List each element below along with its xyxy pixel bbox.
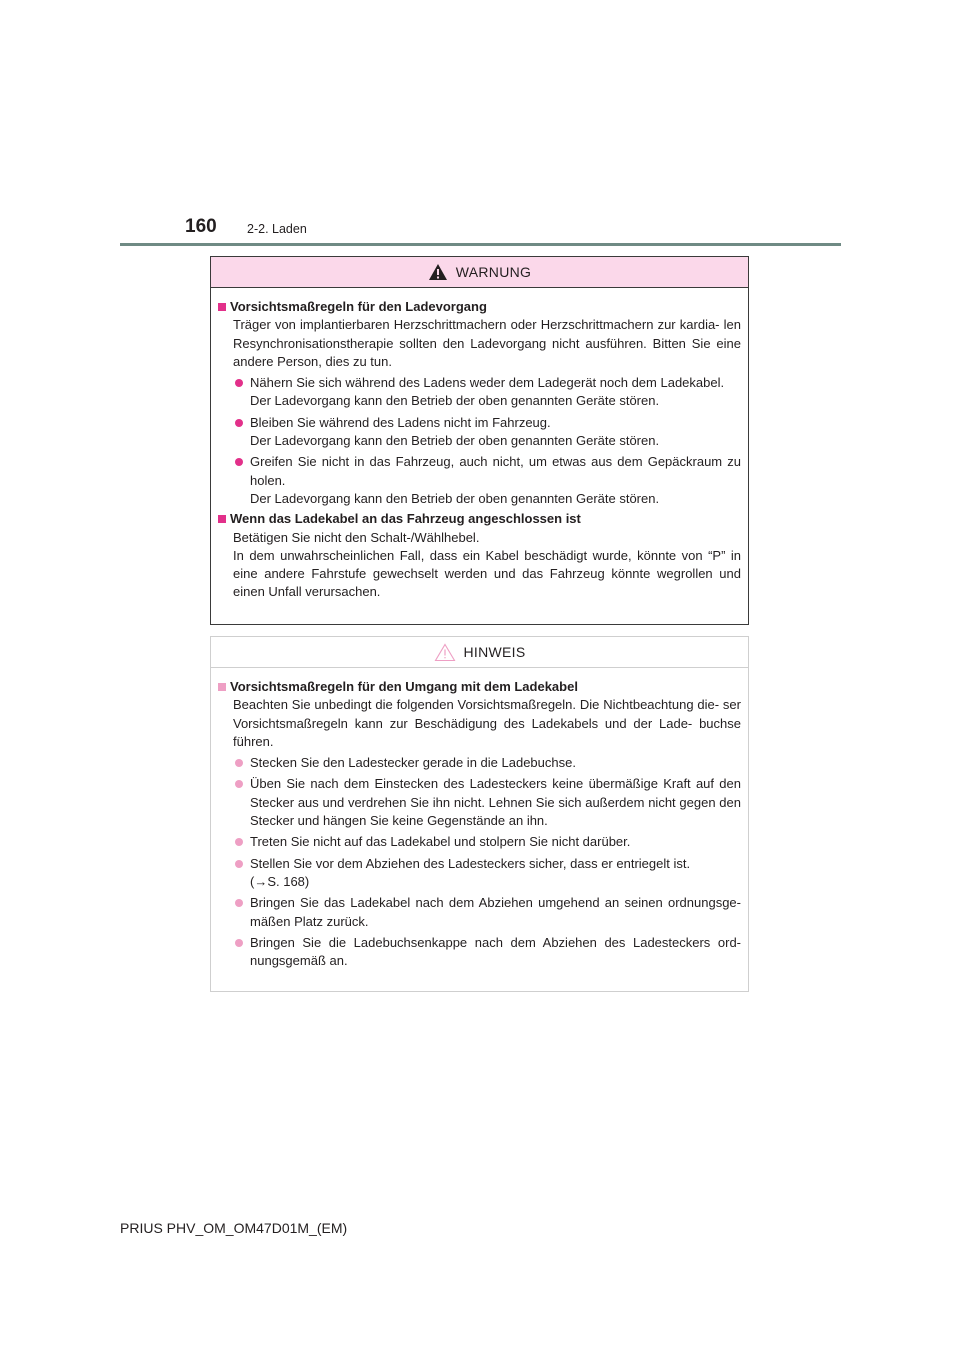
warning-paragraph-1: Träger von implantierbaren Herzschrittmachern oder Herzschrittmachern zur kardia- len Resynchronisationstherapie sollten den Ladevorgang nicht ausführen. Bitten Sie eine andere Person, dies zu tun. (233, 317, 741, 369)
notice-body (211, 668, 748, 982)
notice-header (211, 637, 748, 668)
warning-title: WARNUNG (455, 264, 532, 280)
list-item: Nähern Sie sich während des Ladens weder dem Ladegerät noch dem Ladekabel. Der Ladevorgang kann den Betrieb der oben genannten Geräte stören. (218, 374, 741, 411)
warning-box (210, 256, 749, 625)
round-bullet-icon (235, 759, 243, 767)
list-item: Stecken Sie den Ladestecker gerade in die Ladebuchse. (218, 754, 741, 772)
notice-paragraph: Beachten Sie unbedingt die folgenden Vorsichtsmaßregeln. Die Nichtbeachtung die- ser Vorsichtsmaßregeln kann zur Beschädigung des Ladekabels und der Lade- buchse führen. (233, 697, 741, 749)
notice-title: HINWEIS (463, 644, 526, 660)
square-bullet-icon (218, 515, 226, 523)
round-bullet-icon (235, 860, 243, 868)
square-bullet-icon (218, 683, 226, 691)
header-rule (120, 243, 841, 246)
page-number: 160 (185, 216, 217, 237)
warning-body (211, 288, 748, 612)
round-bullet-icon (235, 379, 243, 387)
round-bullet-icon (235, 838, 243, 846)
list-item: Bleiben Sie während des Ladens nicht im Fahrzeug. Der Ladevorgang kann den Betrieb der oben genannten Geräte stören. (218, 414, 741, 451)
notice-box (210, 636, 749, 992)
list-item: Stellen Sie vor dem Abziehen des Ladesteckers sicher, dass er entriegelt ist. (→S. 168) (218, 855, 741, 892)
round-bullet-icon (235, 458, 243, 466)
list-item: Greifen Sie nicht in das Fahrzeug, auch nicht, um etwas aus dem Gepäckraum zu holen. Der Ladevorgang kann den Betrieb der oben genannten Geräte stören. (218, 453, 741, 508)
list-item: Bringen Sie das Ladekabel nach dem Abziehen umgehend an seinen ordnungsge- mäßen Platz zurück. (218, 894, 741, 931)
round-bullet-icon (235, 899, 243, 907)
warning-heading-2: Wenn das Ladekabel an das Fahrzeug angeschlossen ist (218, 510, 741, 528)
list-item: Üben Sie nach dem Einstecken des Ladesteckers keine übermäßige Kraft auf den Stecker aus und verdrehen Sie ihn nicht. Lehnen Sie sich außerdem nicht gegen den Stecker und hängen Sie keine Gegenstände an ihn. (218, 775, 741, 830)
page-reference: (→S. 168) (250, 873, 310, 889)
list-item: Bringen Sie die Ladebuchsenkappe nach dem Abziehen des Ladesteckers ord- nungsgemäß an. (218, 934, 741, 971)
warning-header (211, 257, 748, 288)
notice-heading: Vorsichtsmaßregeln für den Umgang mit dem Ladekabel (218, 678, 741, 696)
square-bullet-icon (218, 303, 226, 311)
round-bullet-icon (235, 780, 243, 788)
list-item: Treten Sie nicht auf das Ladekabel und stolpern Sie nicht darüber. (218, 833, 741, 851)
section-title: 2-2. Laden (247, 222, 307, 236)
caution-triangle-outline-icon (434, 643, 456, 662)
warning-heading-1: Vorsichtsmaßregeln für den Ladevorgang (218, 298, 741, 316)
document-id: PRIUS PHV_OM_OM47D01M_(EM) (120, 1220, 348, 1236)
warning-triangle-icon (428, 263, 448, 281)
round-bullet-icon (235, 419, 243, 427)
round-bullet-icon (235, 939, 243, 947)
warning-paragraph-2: Betätigen Sie nicht den Schalt-/Wählhebel. In dem unwahrscheinlichen Fall, dass ein Kabel beschädigt wurde, könnte von “P” in eine andere Fahrstufe gewechselt werden und das Fahrzeug könnte wegrollen und einen Unfall verursachen. (233, 529, 741, 600)
